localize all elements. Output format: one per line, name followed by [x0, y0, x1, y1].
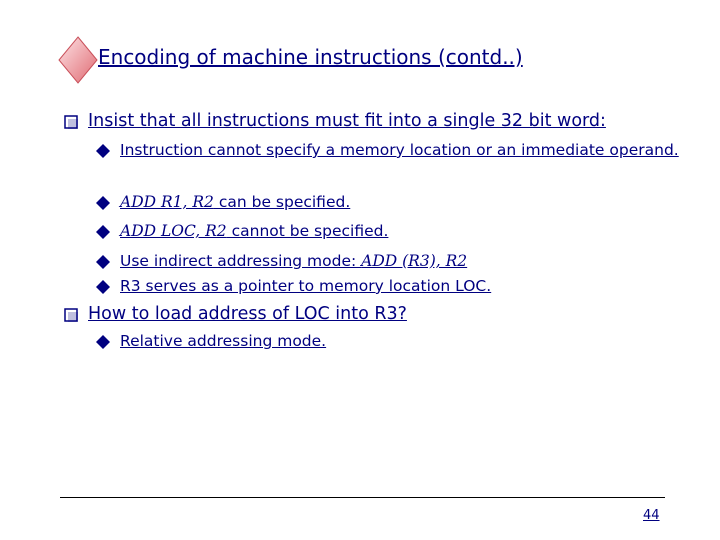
slide-title: Encoding of machine instructions (contd..)	[98, 45, 523, 69]
bullet-2-text: How to load address of LOC into R3?	[88, 304, 407, 324]
page-number: 44	[643, 508, 660, 523]
sub-bullet-1-3	[120, 220, 388, 242]
sub-bullet-text: cannot be specified.	[226, 222, 389, 240]
sub-bullet-text: Instruction cannot specify a memory location or an immediate operand.	[120, 141, 679, 159]
sub-bullet-text: R3 serves as a pointer to memory location LOC.	[120, 277, 492, 295]
diamond-bullet-icon	[95, 195, 111, 211]
sub-bullet-text: Relative addressing mode.	[120, 332, 327, 350]
code-fragment: ADD LOC, R2	[120, 222, 227, 240]
checkbox-square-icon	[64, 115, 79, 130]
diamond-bullet-icon	[95, 143, 111, 159]
red-diamond-icon	[58, 36, 98, 84]
sub-bullet-1-4	[120, 250, 467, 272]
code-fragment: ADD R1, R2	[120, 193, 214, 211]
diamond-bullet-icon	[95, 279, 111, 295]
checkbox-square-icon	[64, 308, 79, 323]
diamond-bullet-icon	[95, 254, 111, 270]
bullet-1-text: Insist that all instructions must fit into a single 32 bit word:	[88, 111, 606, 131]
sub-bullet-text: Use indirect addressing mode:	[120, 252, 362, 270]
sub-bullet-1-2	[120, 191, 350, 213]
sub-bullet-1-1	[120, 139, 680, 161]
sub-bullet-2-1	[120, 330, 326, 352]
footer-divider	[60, 497, 665, 498]
diamond-bullet-icon	[95, 334, 111, 350]
code-fragment: ADD (R3), R2	[361, 252, 468, 270]
diamond-bullet-icon	[95, 224, 111, 240]
sub-bullet-text: can be specified.	[213, 193, 351, 211]
sub-bullet-1-5	[120, 275, 491, 297]
